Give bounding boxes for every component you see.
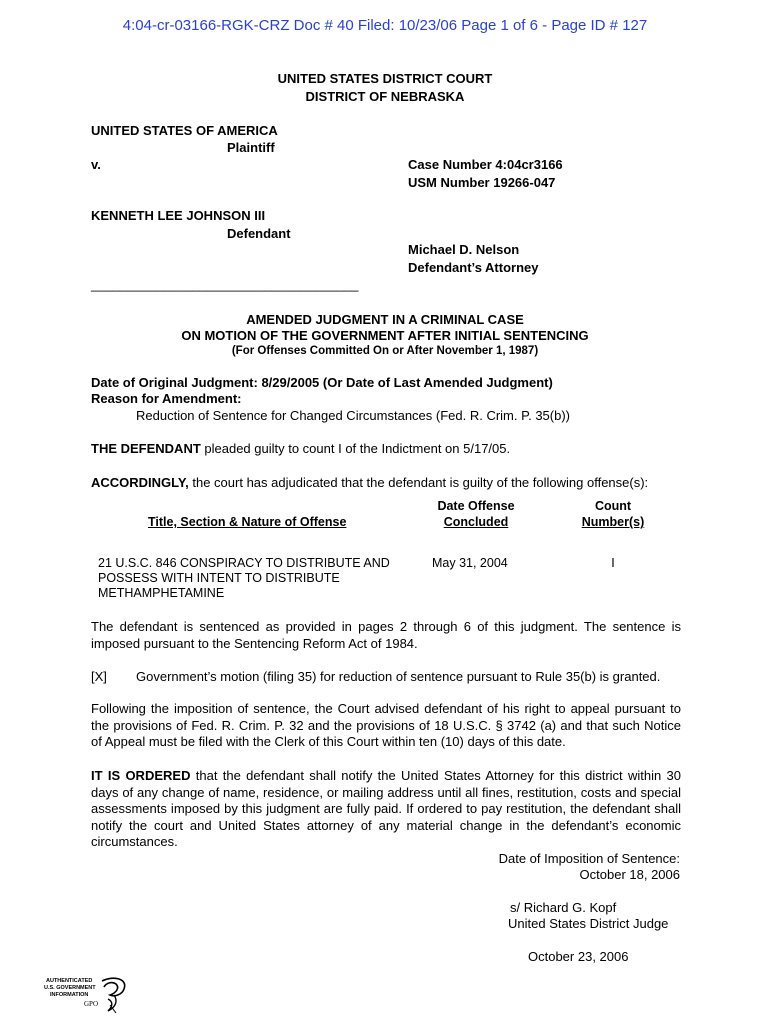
ordered-paragraph [91, 768, 681, 851]
attorney-role: Defendant’s Attorney [408, 260, 539, 275]
caption-rule: _____________________________________ [91, 277, 359, 292]
seal-line-3: INFORMATION [50, 992, 89, 998]
ordered-text: that the defendant shall notify the United States Attorney for this district within 30 days of any change of name, residence, or mailing address until all fines, restitution, costs and special assessments imposed by this judgment are fully paid. If ordered to pay restitution, the defendant shall notify the court and United States attorney of any material change in the defendant’s economic circumstances. [91, 768, 681, 849]
plea-text: pleaded guilty to count I of the Indictment on 5/17/05. [200, 441, 511, 456]
reason-label: Reason for Amendment: [91, 391, 242, 406]
signature-title: United States District Judge [508, 916, 669, 931]
table-header-count-2: Number(s) [581, 515, 645, 529]
accordingly-statement [91, 475, 648, 490]
plea-lead: THE DEFENDANT [91, 441, 201, 456]
signature-date: October 23, 2006 [528, 949, 629, 964]
gpo-authentication-seal [44, 975, 134, 1015]
offense-count: I [611, 556, 615, 570]
table-header-date-1: Date Offense [437, 499, 515, 513]
imposition-label: Date of Imposition of Sentence: [498, 851, 680, 866]
court-name: UNITED STATES DISTRICT COURT [277, 71, 493, 86]
court-district: DISTRICT OF NEBRASKA [305, 89, 465, 104]
defendant-role: Defendant [227, 226, 291, 241]
appeal-paragraph: Following the imposition of sentence, the Court advised defendant of his right to appeal pursuant to the provisions of Fed. R. Crim. P. 32 and the provisions of 18 U.S.C. § 3742 (a) and that such Notice of Appeal must be filed with the Clerk of this Court within ten (10) days of this date. [91, 701, 681, 749]
reason-text: Reduction of Sentence for Changed Circumstances (Fed. R. Crim. P. 35(b)) [136, 408, 571, 423]
seal-line-1: AUTHENTICATED [46, 978, 93, 984]
signature-name: s/ Richard G. Kopf [510, 900, 617, 915]
original-judgment-date: Date of Original Judgment: 8/29/2005 (Or Date of Last Amended Judgment) [91, 375, 553, 390]
seal-line-2: U.S. GOVERNMENT [44, 985, 96, 991]
table-header-date-2: Concluded [443, 515, 509, 529]
judgment-applicability: (For Offenses Committed On or After November 1, 1987) [231, 345, 539, 357]
motion-text: Government’s motion (filing 35) for reduction of sentence pursuant to Rule 35(b) is granted. [136, 669, 661, 684]
judgment-title: AMENDED JUDGMENT IN A CRIMINAL CASE [246, 312, 524, 327]
offense-line-2: POSSESS WITH INTENT TO DISTRIBUTE [98, 571, 340, 585]
judgment-subtitle: ON MOTION OF THE GOVERNMENT AFTER INITIAL SENTENCING [181, 328, 589, 343]
plaintiff-role: Plaintiff [227, 140, 275, 155]
imposition-date: October 18, 2006 [579, 867, 680, 882]
offense-line-1: 21 U.S.C. 846 CONSPIRACY TO DISTRIBUTE AND [98, 556, 390, 570]
usm-number: USM Number 19266-047 [408, 175, 556, 190]
seal-line-4: GPO [84, 1000, 99, 1008]
versus: v. [91, 157, 101, 172]
accordingly-lead: ACCORDINGLY, [91, 475, 189, 490]
sentence-paragraph: The defendant is sentenced as provided in pages 2 through 6 of this judgment. The sentence is imposed pursuant to the Sentencing Reform Act of 1984. [91, 619, 681, 651]
attorney-name: Michael D. Nelson [408, 242, 520, 257]
plaintiff-name: UNITED STATES OF AMERICA [91, 123, 278, 138]
table-header-count-1: Count [594, 499, 632, 513]
document-header-stamp: 4:04-cr-03166-RGK-CRZ Doc # 40 Filed: 10/23/06 Page 1 of 6 - Page ID # 127 [122, 17, 648, 34]
case-number: Case Number 4:04cr3166 [408, 157, 563, 172]
defendant-name: KENNETH LEE JOHNSON III [91, 208, 266, 223]
accordingly-text: the court has adjudicated that the defendant is guilty of the following offense(s): [188, 475, 649, 490]
table-header-title: Title, Section & Nature of Offense [148, 515, 347, 529]
offense-line-3: METHAMPHETAMINE [98, 586, 225, 600]
offense-date: May 31, 2004 [432, 556, 508, 570]
motion-mark: [X] [91, 669, 107, 684]
ordered-lead: IT IS ORDERED [91, 768, 191, 783]
plea-statement [91, 441, 510, 456]
